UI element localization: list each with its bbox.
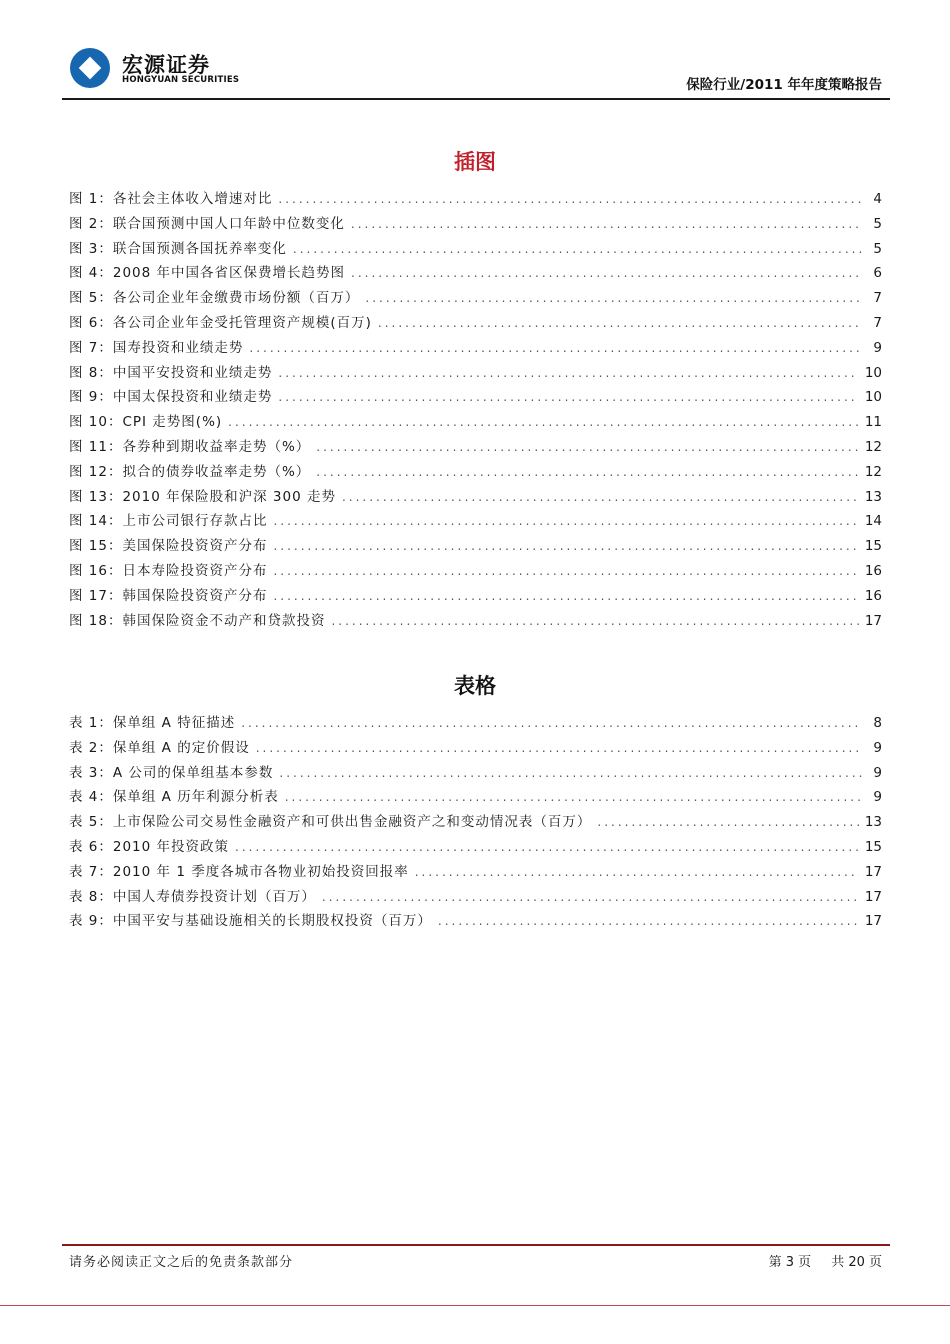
figure-entry[interactable] xyxy=(69,609,882,634)
figure-entry[interactable] xyxy=(69,336,882,361)
page-counter xyxy=(769,1251,882,1270)
dot-leader xyxy=(316,435,859,460)
header-divider xyxy=(62,98,890,100)
figure-entry-label[interactable]: 图 6：各公司企业年金受托管理资产规模(百万) xyxy=(69,314,372,331)
dot-leader xyxy=(316,460,859,485)
dot-leader xyxy=(273,509,858,534)
page-total: 共 20 页 xyxy=(831,1255,882,1270)
figure-entry-page[interactable]: 13 xyxy=(864,488,882,505)
figure-entry-page[interactable]: 14 xyxy=(864,513,882,530)
figure-entry-label[interactable]: 图 1：各社会主体收入增速对比 xyxy=(69,191,273,207)
table-entry[interactable] xyxy=(69,860,882,885)
dot-leader xyxy=(293,237,862,262)
table-entry-label[interactable]: 表 8：中国人寿债券投资计划（百万） xyxy=(69,888,316,905)
dot-leader xyxy=(256,736,862,761)
figure-entry[interactable] xyxy=(69,385,882,410)
table-entry-label[interactable]: 表 6：2010 年投资政策 xyxy=(69,838,230,855)
dot-leader xyxy=(342,485,859,510)
figure-entry-page[interactable]: 15 xyxy=(864,538,882,555)
figure-entry-page[interactable]: 7 xyxy=(873,290,882,307)
figures-heading: 插图 xyxy=(454,150,496,174)
figure-entry-label[interactable]: 图 12：拟合的债券收益率走势（%） xyxy=(69,463,311,480)
figure-entry-page[interactable]: 17 xyxy=(864,612,882,629)
dot-leader xyxy=(273,559,858,584)
figure-entry[interactable] xyxy=(69,559,882,584)
footer-divider xyxy=(62,1244,890,1246)
figure-entry-page[interactable]: 9 xyxy=(873,339,882,356)
figure-entry-label[interactable]: 图 13：2010 年保险股和沪深 300 走势 xyxy=(69,488,336,505)
table-entry-page[interactable]: 9 xyxy=(873,739,882,756)
figure-entry-label[interactable]: 图 9：中国太保投资和业绩走势 xyxy=(69,389,273,406)
table-entry-label[interactable]: 表 7：2010 年 1 季度各城市各物业初始投资回报率 xyxy=(69,863,409,880)
dot-leader xyxy=(278,187,862,212)
figure-entry-label[interactable]: 图 17：韩国保险投资资产分布 xyxy=(69,587,268,604)
table-entry[interactable] xyxy=(69,736,882,761)
figure-entry[interactable] xyxy=(69,534,882,559)
figure-entry[interactable] xyxy=(69,460,882,485)
table-entry[interactable] xyxy=(69,909,882,934)
figure-entry-page[interactable]: 4 xyxy=(873,191,882,207)
dot-leader xyxy=(278,385,858,410)
dot-leader xyxy=(351,212,862,237)
figure-entry-page[interactable]: 10 xyxy=(864,364,882,381)
dot-leader xyxy=(365,286,862,311)
table-entry[interactable] xyxy=(69,711,882,736)
dot-leader xyxy=(273,584,858,609)
dot-leader xyxy=(597,810,858,835)
figure-entry-page[interactable]: 16 xyxy=(864,587,882,604)
figure-entry-page[interactable]: 5 xyxy=(873,215,882,232)
figure-entry-label[interactable]: 图 10：CPI 走势图(%) xyxy=(69,414,223,431)
figure-entry-page[interactable]: 12 xyxy=(864,438,882,455)
brand-name-cn: 宏源证券 xyxy=(122,53,210,77)
figure-entry-label[interactable]: 图 8：中国平安投资和业绩走势 xyxy=(69,364,273,381)
dot-leader xyxy=(322,885,859,910)
dot-leader xyxy=(351,261,862,286)
figure-entry[interactable] xyxy=(69,212,882,237)
table-entry-page[interactable]: 17 xyxy=(864,913,882,930)
figure-entry-label[interactable]: 图 4：2008 年中国各省区保费增长趋势图 xyxy=(69,265,346,282)
table-entry-label[interactable]: 表 4：保单组 A 历年利源分析表 xyxy=(69,789,279,806)
dot-leader xyxy=(249,336,862,361)
figure-entry-label[interactable]: 图 3：联合国预测各国抚养率变化 xyxy=(69,240,287,257)
table-entry-label[interactable]: 表 5：上市保险公司交易性金融资产和可供出售金融资产之和变动情况表（百万） xyxy=(69,814,592,831)
table-entry-page[interactable]: 13 xyxy=(864,814,882,831)
tables-heading: 表格 xyxy=(454,674,496,698)
table-entry-label[interactable]: 表 1：保单组 A 特征描述 xyxy=(69,715,236,731)
hongyuan-logo-icon xyxy=(70,48,110,88)
tables-list xyxy=(69,711,882,934)
table-entry[interactable] xyxy=(69,885,882,910)
figure-entry-page[interactable]: 7 xyxy=(873,314,882,331)
figure-entry-label[interactable]: 图 18：韩国保险资金不动产和贷款投资 xyxy=(69,612,326,629)
table-entry-page[interactable]: 9 xyxy=(873,764,882,781)
dot-leader xyxy=(438,909,859,934)
dot-leader xyxy=(378,311,862,336)
figure-entry-page[interactable]: 11 xyxy=(864,414,882,431)
figure-entry-label[interactable]: 图 11：各券种到期收益率走势（%） xyxy=(69,438,311,455)
dot-leader xyxy=(241,711,862,736)
table-entry-label[interactable]: 表 9：中国平安与基础设施相关的长期股权投资（百万） xyxy=(69,913,432,930)
table-entry[interactable] xyxy=(69,785,882,810)
figure-entry[interactable] xyxy=(69,286,882,311)
table-entry-page[interactable]: 8 xyxy=(873,715,882,731)
figure-entry-label[interactable]: 图 2：联合国预测中国人口年龄中位数变化 xyxy=(69,215,345,232)
table-entry-page[interactable]: 17 xyxy=(864,888,882,905)
dot-leader xyxy=(235,835,859,860)
dot-leader xyxy=(415,860,859,885)
table-entry-label[interactable]: 表 2：保单组 A 的定价假设 xyxy=(69,739,250,756)
dot-leader xyxy=(228,410,859,435)
table-entry[interactable] xyxy=(69,810,882,835)
disclaimer-note: 请务必阅读正文之后的免责条款部分 xyxy=(69,1255,294,1270)
figure-entry-page[interactable]: 12 xyxy=(864,463,882,480)
dot-leader xyxy=(278,361,858,386)
figure-entry-page[interactable]: 6 xyxy=(873,265,882,282)
figure-entry-label[interactable]: 图 5：各公司企业年金缴费市场份额（百万） xyxy=(69,290,360,307)
table-entry-page[interactable]: 17 xyxy=(864,863,882,880)
dot-leader xyxy=(273,534,858,559)
figure-entry[interactable] xyxy=(69,187,882,212)
dot-leader xyxy=(279,761,862,786)
report-title: 保险行业/2011 年年度策略报告 xyxy=(686,77,882,93)
table-entry[interactable] xyxy=(69,835,882,860)
figure-entry[interactable] xyxy=(69,485,882,510)
figure-entry-page[interactable]: 10 xyxy=(864,389,882,406)
figure-entry-page[interactable]: 5 xyxy=(873,240,882,257)
figure-entry[interactable] xyxy=(69,584,882,609)
figure-entry-label[interactable]: 图 14：上市公司银行存款占比 xyxy=(69,513,268,530)
figure-entry[interactable] xyxy=(69,237,882,262)
table-entry-label[interactable]: 表 3：A 公司的保单组基本参数 xyxy=(69,764,274,781)
page-edge-line xyxy=(0,1305,950,1306)
figure-entry-label[interactable]: 图 7：国寿投资和业绩走势 xyxy=(69,339,244,356)
figure-entry[interactable] xyxy=(69,435,882,460)
brand-name-en: HONGYUAN SECURITIES xyxy=(122,75,240,85)
table-entry-page[interactable]: 15 xyxy=(864,838,882,855)
figure-entry[interactable] xyxy=(69,410,882,435)
page-header xyxy=(62,44,890,100)
dot-leader xyxy=(285,785,862,810)
figure-entry-label[interactable]: 图 15：美国保险投资资产分布 xyxy=(69,538,268,555)
figure-entry[interactable] xyxy=(69,261,882,286)
figure-entry[interactable] xyxy=(69,509,882,534)
figure-entry-page[interactable]: 16 xyxy=(864,562,882,579)
table-entry-page[interactable]: 9 xyxy=(873,789,882,806)
figure-entry[interactable] xyxy=(69,361,882,386)
figure-entry-label[interactable]: 图 16：日本寿险投资资产分布 xyxy=(69,562,268,579)
dot-leader xyxy=(331,609,858,634)
table-entry[interactable] xyxy=(69,761,882,786)
figure-entry[interactable] xyxy=(69,311,882,336)
page-current: 第 3 页 xyxy=(768,1255,812,1270)
figures-list xyxy=(69,187,882,633)
